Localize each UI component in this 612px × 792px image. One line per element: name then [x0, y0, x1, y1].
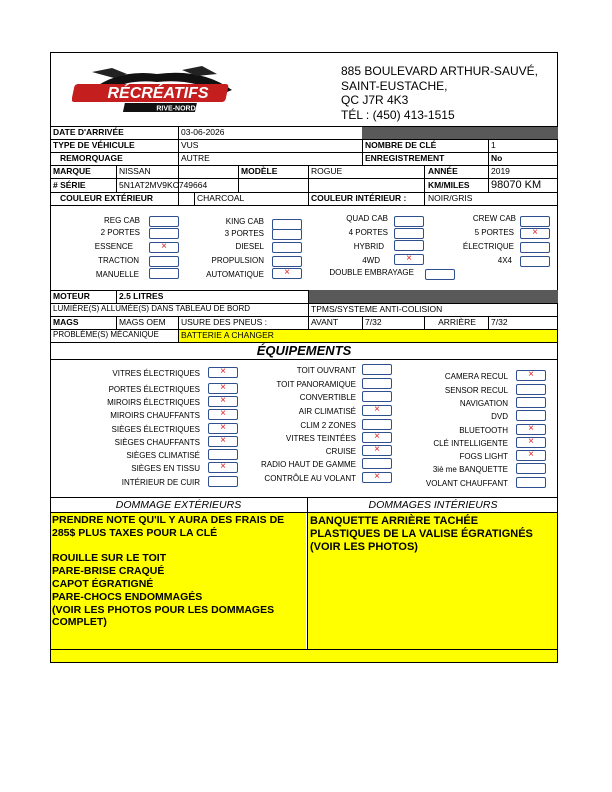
- equipment-label: TOIT PANORAMIQUE: [276, 380, 356, 389]
- int-color-label: COULEUR INTÉRIEUR :: [311, 193, 407, 203]
- option-label: DOUBLE EMBRAYAGE: [329, 268, 414, 277]
- tire-wear-label: USURE DES PNEUS :: [181, 317, 267, 327]
- equipment-label: 3iè me BANQUETTE: [432, 465, 508, 474]
- int-color-value: NOIR/GRIS: [428, 193, 473, 203]
- crew-cab-checkbox[interactable]: [520, 216, 550, 227]
- option-label: KING CAB: [225, 217, 264, 226]
- equipment-label: MIROIRS ÉLECTRIQUES: [107, 398, 200, 407]
- equipment-label: MIROIRS CHAUFFANTS: [110, 411, 200, 420]
- dashboard-lights-label: LUMIÈRE(S) ALLUMÉE(S) DANS TABLEAU DE BORD: [53, 304, 251, 313]
- mags-value: MAGS OEM: [119, 317, 166, 327]
- equipment-checkbox[interactable]: ×: [516, 370, 546, 381]
- option-label: 3 PORTES: [224, 229, 264, 238]
- equipment-checkbox[interactable]: [516, 477, 546, 488]
- option-label: 4 PORTES: [348, 228, 388, 237]
- equipment-checkbox[interactable]: [362, 458, 392, 469]
- year-value: 2019: [491, 166, 510, 176]
- arrival-date-value: 03-06-2026: [181, 127, 225, 137]
- note-line: PLASTIQUES DE LA VALISE ÉGRATIGNÉS: [310, 527, 533, 540]
- equipment-label: AIR CLIMATISÉ: [298, 407, 356, 416]
- equipment-checkbox[interactable]: [516, 397, 546, 408]
- make-label: MARQUE: [53, 166, 91, 176]
- diesel-checkbox[interactable]: [272, 242, 302, 253]
- option-label: ÉLECTRIQUE: [462, 242, 514, 251]
- automatic-checkbox[interactable]: ×: [272, 268, 302, 279]
- three-doors-checkbox[interactable]: [272, 229, 302, 240]
- arrival-date-label: DATE D'ARRIVÉE: [53, 127, 124, 137]
- equipment-label: TOIT OUVRANT: [296, 366, 356, 375]
- equipment-label: CAMERA RECUL: [444, 372, 508, 381]
- two-doors-checkbox[interactable]: [149, 228, 179, 239]
- equipment-label: SENSOR RECUL: [444, 386, 508, 395]
- ext-color-value: CHARCOAL: [197, 193, 245, 203]
- equipment-checkbox[interactable]: ×: [208, 423, 238, 434]
- logo-text: RÉCRÉATIFS: [107, 85, 209, 102]
- option-label: CREW CAB: [472, 214, 516, 223]
- option-label: 2 PORTES: [100, 228, 140, 237]
- equipment-label: NAVIGATION: [459, 399, 508, 408]
- equipment-label: VOLANT CHAUFFANT: [425, 479, 508, 488]
- note-line: (VOIR LES PHOTOS): [310, 540, 418, 553]
- equipment-title: ÉQUIPEMENTS: [256, 343, 352, 358]
- propulsion-checkbox[interactable]: [272, 256, 302, 267]
- equipment-checkbox[interactable]: ×: [208, 462, 238, 473]
- equipment-checkbox[interactable]: ×: [208, 409, 238, 420]
- five-doors-checkbox[interactable]: ×: [520, 228, 550, 239]
- note-line: (VOIR LES PHOTOS POUR LES DOMMAGES: [52, 603, 275, 616]
- equipment-checkbox[interactable]: ×: [516, 437, 546, 448]
- option-label: REG CAB: [103, 216, 140, 225]
- dual-clutch-checkbox[interactable]: [425, 269, 455, 280]
- equipment-label: DVD: [491, 412, 508, 421]
- mags-label: MAGS: [53, 317, 79, 327]
- note-line: PARE-BRISE CRAQUÉ: [52, 565, 165, 578]
- equipment-checkbox[interactable]: ×: [208, 367, 238, 378]
- km-value: 98070 KM: [491, 179, 542, 191]
- equipment-checkbox[interactable]: ×: [362, 472, 392, 483]
- option-label: 4WD: [362, 256, 380, 265]
- equipment-checkbox[interactable]: [516, 463, 546, 474]
- address-line: SAINT-EUSTACHE,: [341, 78, 448, 93]
- note-line: CAPOT ÉGRATIGNÉ: [52, 577, 154, 590]
- logo-graphic: [72, 60, 242, 120]
- rule: [424, 165, 425, 205]
- equipment-label: CRUISE: [325, 447, 356, 456]
- equipment-checkbox[interactable]: ×: [208, 396, 238, 407]
- serial-label: # SÉRIE: [53, 180, 86, 190]
- ext-color-label: COULEUR EXTÉRIEUR: [60, 193, 154, 203]
- option-label: 4X4: [497, 256, 512, 265]
- equipment-checkbox[interactable]: ×: [516, 424, 546, 435]
- option-label: QUAD CAB: [346, 214, 388, 223]
- equipment-label: SIÈGES CHAUFFANTS: [114, 438, 200, 447]
- rule: [50, 178, 558, 179]
- four-doors-checkbox[interactable]: [394, 228, 424, 239]
- note-line: ROUILLE SUR LE TOIT: [52, 552, 167, 565]
- int-damage-notes: [310, 515, 556, 553]
- towing-value: AUTRE: [181, 153, 210, 163]
- equipment-label: INTÉRIEUR DE CUIR: [121, 478, 200, 487]
- ext-damage-notes: [52, 514, 306, 629]
- equipment-checkbox[interactable]: ×: [208, 383, 238, 394]
- equipment-label: SIÈGES ÉLECTRIQUES: [111, 425, 200, 434]
- vehicle-type-value: VUS: [181, 140, 199, 150]
- key-count-value: 1: [491, 140, 496, 150]
- equipment-label: SIÈGES EN TISSU: [131, 464, 200, 473]
- engine-label: MOTEUR: [53, 291, 90, 301]
- electric-checkbox[interactable]: [520, 242, 550, 253]
- mech-problem-label: PROBLÈME(S) MÉCANIQUE: [53, 330, 159, 339]
- equipment-checkbox[interactable]: [362, 364, 392, 375]
- ext-damage-title: DOMMAGE EXTÉRIEURS: [115, 499, 242, 511]
- option-label: DIESEL: [235, 242, 264, 251]
- rule: [50, 359, 558, 360]
- option-label: 5 PORTES: [474, 228, 514, 237]
- address-line: 885 BOULEVARD ARTHUR-SAUVÉ,: [341, 64, 538, 78]
- engine-value: 2.5 LITRES: [119, 291, 164, 301]
- front-tire-value: 7/32: [365, 317, 382, 327]
- traction-checkbox[interactable]: [149, 256, 179, 267]
- int-damage-title: DOMMAGES INTÉRIEURS: [368, 499, 498, 511]
- equipment-checkbox[interactable]: [362, 391, 392, 402]
- equipment-checkbox[interactable]: [362, 419, 392, 430]
- equipment-label: RADIO HAUT DE GAMME: [261, 460, 356, 469]
- serial-value: 5N1AT2MV9KC749664: [119, 180, 208, 190]
- equipment-label: CONTRÔLE AU VOLANT: [264, 474, 356, 483]
- equipment-checkbox[interactable]: ×: [362, 432, 392, 443]
- option-label: ESSENCE: [94, 242, 133, 251]
- rear-tire-value: 7/32: [491, 317, 508, 327]
- rule: [50, 497, 558, 498]
- mech-problem-value: BATTERIE A CHANGER: [179, 330, 557, 342]
- hybrid-checkbox[interactable]: [394, 240, 424, 251]
- equipment-label: BLUETOOTH: [459, 426, 508, 435]
- engine-grey-bar: [308, 290, 558, 303]
- address-line: QC J7R 4K3: [341, 93, 409, 108]
- make-value: NISSAN: [119, 166, 151, 176]
- quad-cab-checkbox[interactable]: [394, 216, 424, 227]
- dashboard-lights-value: TPMS/SYSTEME ANTI-COLISION: [311, 304, 443, 314]
- dealer-address: [341, 64, 538, 122]
- equipment-checkbox[interactable]: ×: [362, 445, 392, 456]
- note-line: COMPLET): [52, 616, 107, 629]
- equipment-label: CONVERTIBLE: [299, 393, 356, 402]
- equipment-checkbox[interactable]: ×: [362, 405, 392, 416]
- registration-label: ENREGISTREMENT: [365, 153, 445, 163]
- vehicle-type-label: TYPE DE VÉHICULE: [53, 140, 135, 150]
- km-label: KM/MILES: [428, 180, 470, 190]
- note-line: BANQUETTE ARRIÈRE TACHÉE: [310, 515, 479, 527]
- option-label: HYBRID: [353, 242, 384, 251]
- equipment-checkbox[interactable]: [208, 449, 238, 460]
- option-label: PROPULSION: [211, 256, 264, 265]
- towing-label: REMORQUAGE: [60, 153, 123, 163]
- option-label: MANUELLE: [95, 270, 139, 279]
- equipment-checkbox[interactable]: ×: [208, 436, 238, 447]
- note-line: PARE-CHOCS ENDOMMAGÉS: [52, 590, 203, 603]
- model-value: ROGUE: [311, 166, 343, 176]
- equipment-checkbox[interactable]: [516, 410, 546, 421]
- logo-subtext: RIVE-NORD: [156, 105, 196, 113]
- note-line: PRENDRE NOTE QU'IL Y AURA DES FRAIS DE: [52, 514, 285, 526]
- footer-bar: [51, 650, 557, 662]
- manual-checkbox[interactable]: [149, 268, 179, 279]
- equipment-checkbox[interactable]: [362, 378, 392, 389]
- gas-checkbox[interactable]: ×: [149, 242, 179, 253]
- phone-line: TÉL : (450) 413-1515: [341, 107, 455, 122]
- equipment-label: VITRES ÉLECTRIQUES: [112, 369, 200, 378]
- awd-checkbox[interactable]: ×: [394, 254, 424, 265]
- model-label: MODÈLE: [241, 166, 278, 176]
- equipment-label: CLIM 2 ZONES: [300, 421, 356, 430]
- equipment-label: VITRES TEINTÉES: [285, 434, 356, 443]
- front-tire-label: AVANT: [311, 317, 339, 327]
- four-by-four-checkbox[interactable]: [520, 256, 550, 267]
- year-label: ANNÉE: [428, 166, 458, 176]
- registration-value: No: [491, 153, 503, 163]
- equipment-label: CLÉ INTELLIGENTE: [433, 439, 508, 448]
- equipment-label: SIÈGES CLIMATISÉ: [126, 451, 200, 460]
- option-label: TRACTION: [98, 256, 139, 265]
- rear-tire-label: ARRIÈRE: [438, 317, 476, 327]
- equipment-checkbox[interactable]: ×: [516, 450, 546, 461]
- dealer-logo: [72, 60, 242, 120]
- option-label: AUTOMATIQUE: [206, 270, 264, 279]
- key-count-label: NOMBRE DE CLÉ: [365, 140, 437, 150]
- header-bar: [362, 126, 558, 139]
- equipment-label: FOGS LIGHT: [459, 452, 508, 461]
- reg-cab-checkbox[interactable]: [149, 216, 179, 227]
- equipment-checkbox[interactable]: [208, 476, 238, 487]
- note-line: 285$ PLUS TAXES POUR LA CLÉ: [52, 526, 218, 539]
- equipment-label: PORTES ÉLECTRIQUES: [108, 385, 200, 394]
- equipment-checkbox[interactable]: [516, 384, 546, 395]
- rule: [50, 205, 558, 206]
